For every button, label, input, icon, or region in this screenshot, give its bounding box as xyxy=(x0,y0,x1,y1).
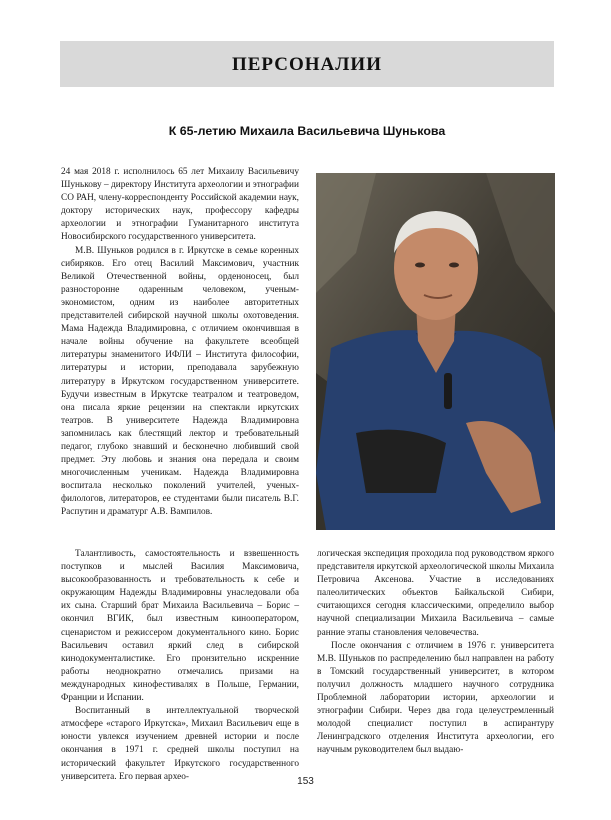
page-number: 153 xyxy=(297,776,314,787)
article-column-left xyxy=(61,548,299,784)
article-column-top xyxy=(61,166,299,520)
portrait-photo xyxy=(316,173,555,530)
article-title: К 65-летию Михаила Васильевича Шунькова xyxy=(168,124,446,138)
paragraph: М.В. Шуньков родился в г. Иркутске в семье коренных сибиряков. Его отец Василий Максимович, участник Великой Отечественной войны, орденоносец, был разносторонне одаренным человеком, ученым-экономистом, одним из наиболее авторитетных представителей сибирской научной школы охотоведения. Мама Надежда Владимировна, с отличием окончившая в начале войны обучение на факультете всеобщей литературы знаменитого ИФЛИ – Института философии, литературы и истории, преподавала зарубежную литературу в Иркутском государственном университете. Будучи известным в Иркутске театралом и театроведом, она писала яркие рецензии на спектакли иркутских театров. В университете Надежда Владимировна запомнилась как блестящий лектор и требовательный педагог, глубоко знавший и бесконечно любивший свой предмет. Эту любовь и знания она передала и своим многочисленным ученикам. Надежда Владимировна воспитала несколько поколений учителей, ученых-филологов, литераторов, ее студентами были писатель В.Г. Распутин и драматург А.В. Вампилов. xyxy=(61,245,299,518)
portrait-illustration xyxy=(316,173,555,530)
paragraph: Талантливость, самостоятельность и взвешенность поступков и мыслей Василия Максимовича, высокообразованность и требовательность к себе и окружающим Надежды Владимировны унаследовали оба их сына. Старший брат Михаила Васильевича – Борис – окончил ВГИК, был известным кинооператором, сценаристом и режиссером документального кино. Борис Васильевич оставил яркий след в сибирской кинодокументалистике. Его пронзительно искренние работы неоднократно отмечались призами на международных кинофестивалях в Польше, Германии, Франции и Испании. xyxy=(61,549,299,704)
article-column-right xyxy=(317,548,554,758)
section-title: ПЕРСОНАЛИИ xyxy=(231,54,382,75)
paragraph: 24 мая 2018 г. исполнилось 65 лет Михаилу Васильевичу Шунькову – директору Института археологии и этнографии СО РАН, члену-корреспонденту Российской академии наук, доктору исторических наук, профессору кафедры археологии и этнографии Гуманитарного института Новосибирского государственного университета. xyxy=(61,167,299,243)
paragraph: логическая экспедиция проходила под руководством яркого представителя иркутской археологической школы Михаила Петровича Аксенова. Участие в исследованиях палеолитических объектов Байкальской Сибири, считающихся сегодня классическими, определило выбор научной специализации Михаила Васильевича – самые ранние этапы становления человечества. xyxy=(317,549,554,638)
section-banner xyxy=(60,41,554,87)
paragraph: После окончания с отличием в 1976 г. университета М.В. Шуньков по распределению был направлен на работу в Томский государственный университет, в котором получил должность младшего научного сотрудника Проблемной лаборатории истории, археологии и этнографии Сибири. Через два года целеустремленный молодой специалист поступил в аспирантуру Ленинградского отделения Института археологии, его научным руководителем был выдаю- xyxy=(317,640,554,756)
paragraph: Воспитанный в интеллектуальной творческой атмосфере «старого Иркутска», Михаил Васильевич еще в юности увлекся изучением древней истории и после окончания в 1971 г. средней школы поступил на исторический факультет Иркутского государственного университета. Его первая архео- xyxy=(61,706,299,782)
